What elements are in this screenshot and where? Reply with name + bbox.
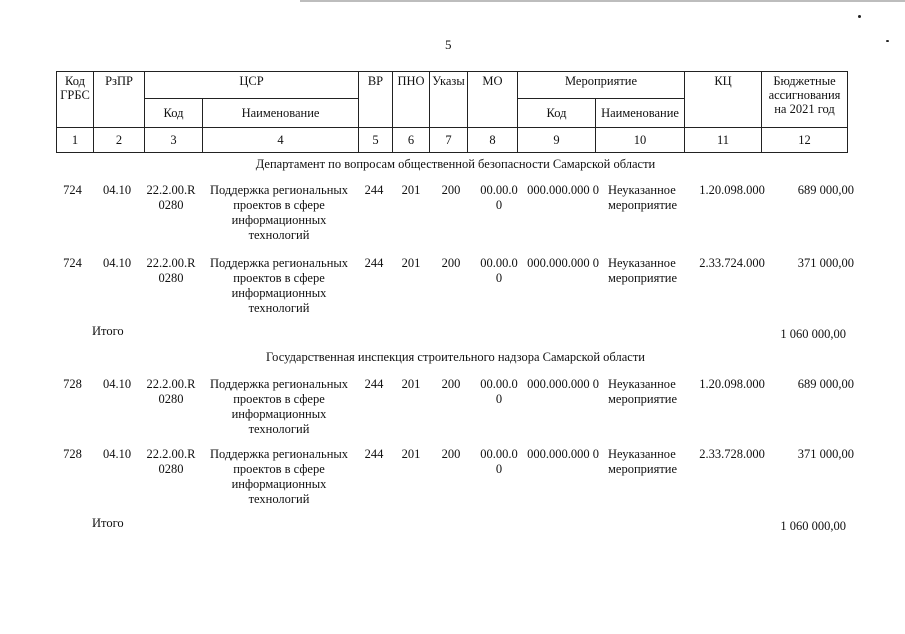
header-mer-kod: Код [518,99,596,128]
table-row [56,183,855,245]
cell-amount: 689 000,00 [797,377,854,391]
column-number: 6 [393,128,430,153]
cell-pno: 201 [401,377,421,391]
cell-pno: 201 [401,183,421,197]
cell-pno: 201 [401,447,421,461]
column-number: 9 [518,128,596,153]
column-number: 10 [596,128,685,153]
header-csr: ЦСР [145,72,359,99]
cell-csr-kod: 22.2.00.R 0280 [146,447,196,476]
column-number: 2 [94,128,145,153]
cell-mo: 00.00.0 0 [480,256,518,285]
cell-csr-kod: 22.2.00.R 0280 [146,256,196,285]
column-number: 12 [762,128,848,153]
section-title: Государственная инспекция строительного надзора Самарской области [266,350,645,364]
cell-csr-kod: 22.2.00.R 0280 [146,183,196,212]
cell-mer-name: Неуказанное мероприятие [608,447,678,476]
header-vr: ВР [359,72,393,128]
column-number: 5 [359,128,393,153]
page-number: 5 [445,37,452,52]
cell-mer-kod: 000.000.000 0 [527,377,599,391]
header-budget: Бюджетные ассигнования на 2021 год [762,72,848,128]
header-csr-kod: Код [145,99,203,128]
cell-mo: 00.00.0 0 [480,377,518,406]
cell-csr-name: Поддержка региональных проектов в сфере информационных технологий [209,256,349,315]
header-kod-grbs: Код ГРБС [57,72,94,128]
cell-rzpr: 04.10 [102,256,132,270]
cell-vr: 244 [364,183,384,197]
cell-mer-kod: 000.000.000 0 [527,183,599,197]
table-row [56,447,855,509]
scan-speck [886,40,889,42]
header-csr-name: Наименование [203,99,359,128]
cell-ukazy: 200 [441,183,461,197]
cell-mer-kod: 000.000.000 0 [527,447,599,461]
cell-vr: 244 [364,377,384,391]
total-label: Итого [92,324,124,338]
cell-csr-name: Поддержка региональных проектов в сфере информационных технологий [209,377,349,436]
cell-rzpr: 04.10 [102,447,132,461]
header-mer-name: Наименование [596,99,685,128]
cell-ukazy: 200 [441,447,461,461]
total-value: 1 060 000,00 [780,519,846,533]
header-pno: ПНО [393,72,430,128]
cell-kc: 2.33.728.000 [699,447,765,461]
cell-rzpr: 04.10 [102,183,132,197]
table-row [56,256,855,318]
cell-grbs: 724 [63,256,82,270]
table-row [56,377,855,439]
scan-top-edge [300,0,905,2]
cell-mer-name: Неуказанное мероприятие [608,256,678,285]
cell-rzpr: 04.10 [102,377,132,391]
column-number: 11 [685,128,762,153]
header-table [56,71,848,153]
cell-kc: 2.33.724.000 [699,256,765,270]
cell-ukazy: 200 [441,377,461,391]
cell-csr-name: Поддержка региональных проектов в сфере информационных технологий [209,183,349,242]
column-number: 1 [57,128,94,153]
section-title: Департамент по вопросам общественной безопасности Самарской области [255,157,656,171]
header-meropriyatie: Мероприятие [518,72,685,99]
column-number: 4 [203,128,359,153]
cell-grbs: 728 [63,377,82,391]
cell-amount: 371 000,00 [797,447,854,461]
cell-mer-kod: 000.000.000 0 [527,256,599,270]
cell-amount: 689 000,00 [797,183,854,197]
scan-speck [858,15,861,18]
header-mo: МО [468,72,518,128]
header-ukazy: Указы [430,72,468,128]
cell-pno: 201 [401,256,421,270]
column-number: 8 [468,128,518,153]
cell-kc: 1.20.098.000 [699,183,765,197]
cell-mo: 00.00.0 0 [480,183,518,212]
cell-ukazy: 200 [441,256,461,270]
cell-mer-name: Неуказанное мероприятие [608,183,678,212]
column-number: 3 [145,128,203,153]
cell-kc: 1.20.098.000 [699,377,765,391]
cell-grbs: 728 [63,447,82,461]
cell-mo: 00.00.0 0 [480,447,518,476]
header-rzpr: РзПР [94,72,145,128]
cell-mer-name: Неуказанное мероприятие [608,377,678,406]
cell-csr-kod: 22.2.00.R 0280 [146,377,196,406]
cell-vr: 244 [364,447,384,461]
cell-vr: 244 [364,256,384,270]
total-label: Итого [92,516,124,530]
cell-grbs: 724 [63,183,82,197]
cell-amount: 371 000,00 [797,256,854,270]
column-number: 7 [430,128,468,153]
header-kc: КЦ [685,72,762,128]
total-value: 1 060 000,00 [780,327,846,341]
cell-csr-name: Поддержка региональных проектов в сфере информационных технологий [209,447,349,506]
